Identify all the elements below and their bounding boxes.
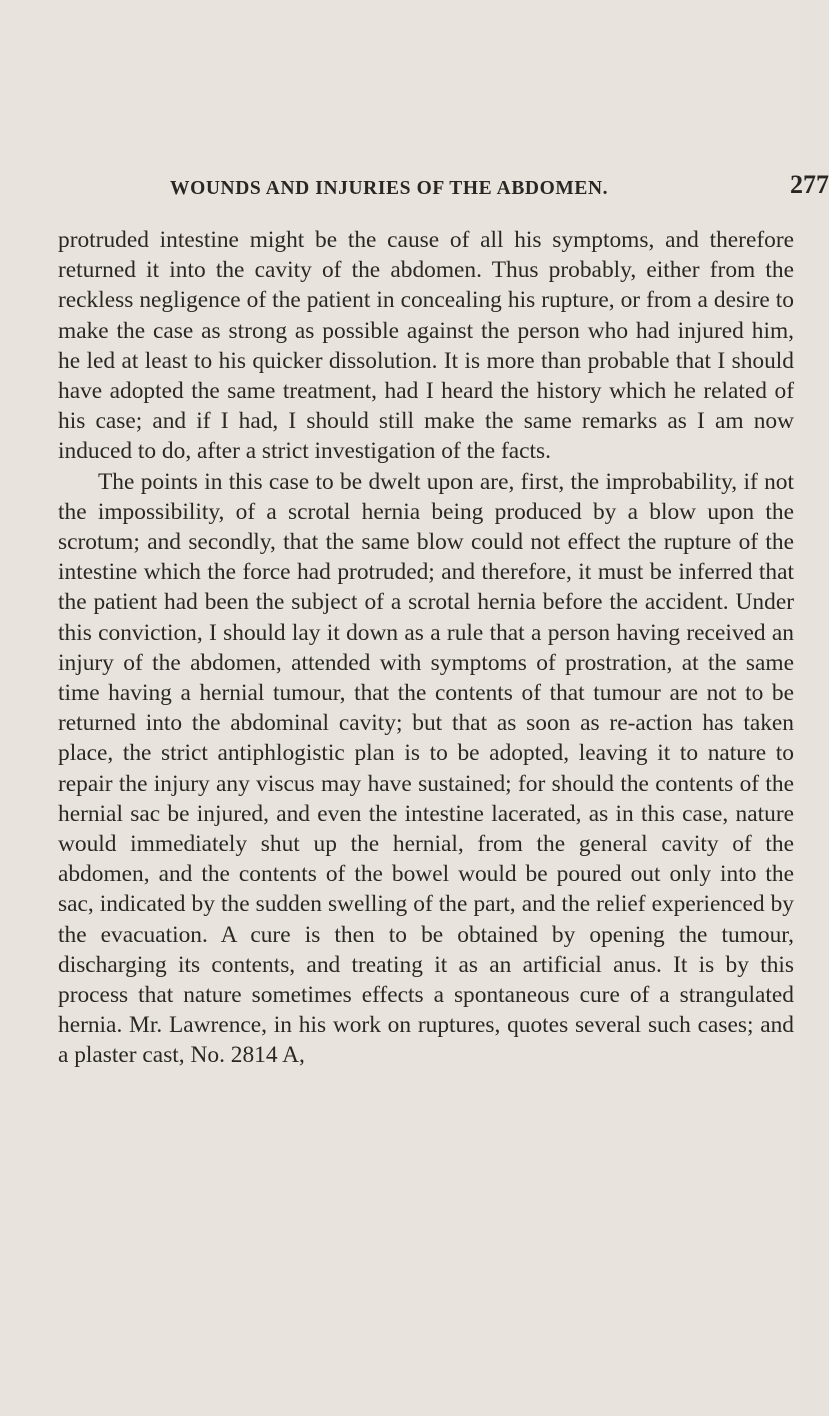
running-head: WOUNDS AND INJURIES OF THE ABDOMEN.	[170, 178, 609, 199]
body-text	[58, 225, 794, 1071]
paragraph: The points in this case to be dwelt upon are, first, the improbability, if not the impossibility, of a scrotal hernia being produced by a blow upon the scrotum; and secondly, that the same blow could not effect the rupture of the intestine which the force had protruded; and therefore, it must be inferred that the patient had been the subject of a scrotal hernia before the accident. Under this conviction, I should lay it down as a rule that a person having received an injury of the abdomen, attended with symptoms of prostration, at the same time having a hernial tumour, that the contents of that tumour are not to be returned into the abdominal cavity; but that as soon as re-action has taken place, the strict antiphlogistic plan is to be adopted, leaving it to nature to repair the injury any viscus may have sustained; for should the contents of the hernial sac be injured, and even the intestine lacerated, as in this case, nature would immediately shut up the hernial, from the general cavity of the abdomen, and the contents of the bowel would be poured out only into the sac, indicated by the sudden swelling of the part, and the relief experienced by the evacuation. A cure is then to be obtained by opening the tumour, discharging its contents, and treating it as an artificial anus. It is by this process that nature sometimes effects a spontaneous cure of a strangulated hernia. Mr. Lawrence, in his work on ruptures, quotes several such cases; and a plaster cast, No. 2814 A,	[58, 468, 794, 1069]
page-header	[164, 170, 829, 216]
page-number: 277	[790, 170, 829, 199]
paragraph-continued: protruded intestine might be the cause of all his symptoms, and therefore returned it into the cavity of the abdomen. Thus probably, either from the reckless negligence of the patient in concealing his rupture, or from a desire to make the case as strong as possible against the person who had injured him, he led at least to his quicker dissolution. It is more than probable that I should have adopted the same treatment, had I heard the history which he related of his case; and if I had, I should still make the same remarks as I am now induced to do, after a strict investigation of the facts.	[58, 227, 794, 465]
